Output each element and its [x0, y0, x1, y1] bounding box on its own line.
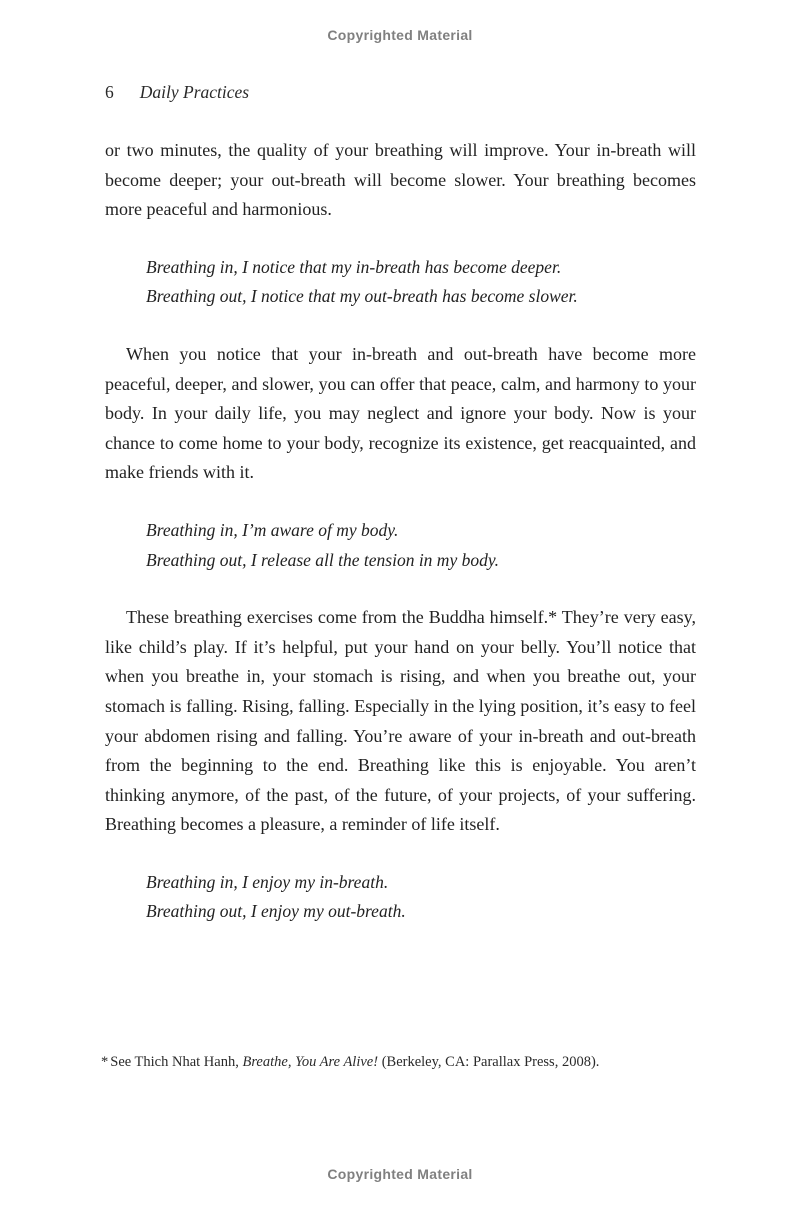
verse-notice-breath — [105, 253, 696, 312]
footnote-marker: * — [101, 1054, 109, 1070]
chapter-title: Daily Practices — [139, 82, 250, 102]
page-number: 6 — [105, 82, 114, 102]
verse-line: Breathing in, I enjoy my in-breath. — [146, 871, 389, 892]
verse-enjoy-breath — [105, 868, 696, 927]
verse-line: Breathing out, I notice that my out-breath has become slower. — [146, 286, 578, 307]
copyright-banner-bottom: Copyrighted Material — [327, 1166, 473, 1182]
verse-line: Breathing in, I’m aware of my body. — [146, 519, 399, 540]
verse-line: Breathing out, I enjoy my out-breath. — [146, 901, 406, 922]
paragraph-breathing-improve: or two minutes, the quality of your breathing will improve. Your in-breath will become deeper; your out-breath will become slower. Your breathing becomes more peaceful and harmonious. — [105, 140, 696, 220]
paragraph-offer-peace-to-body: When you notice that your in-breath and out-breath have become more peaceful, deeper, and slower, you can offer that peace, calm, and harmony to your body. In your daily life, you may neglect and ignore your body. Now is your chance to come home to your body, recognize its existence, get reacquainted, and make friends with it. — [105, 343, 696, 483]
footnote-citation: (Berkeley, CA: Parallax Press, 2008). — [378, 1054, 600, 1070]
verse-line: Breathing out, I release all the tension in my body. — [146, 549, 500, 570]
verse-aware-of-body — [105, 516, 696, 575]
verse-line: Breathing in, I notice that my in-breath has become deeper. — [146, 256, 562, 277]
copyright-banner-top: Copyrighted Material — [327, 27, 473, 43]
running-header — [105, 82, 249, 103]
footnote — [101, 1052, 721, 1072]
footnote-book-title: Breathe, You Are Alive! — [242, 1054, 379, 1070]
footnote-text: See Thich Nhat Hanh, — [110, 1054, 243, 1070]
body-text-block — [105, 136, 696, 955]
paragraph-exercises-from-buddha: These breathing exercises come from the Buddha himself.* They’re very easy, like child’s play. If it’s helpful, put your hand on your belly. You’ll notice that when you breathe in, your stomach is rising, and when you breathe out, your stomach is falling. Rising, falling. Especially in the lying position, it’s easy to feel your abdomen rising and falling. You’re aware of your in-breath and out-breath from the beginning to the end. Breathing like this is enjoyable. You aren’t thinking anymore, of the past, of the future, of your projects, of your suffering. Breathing becomes a pleasure, a reminder of life itself. — [105, 607, 696, 835]
